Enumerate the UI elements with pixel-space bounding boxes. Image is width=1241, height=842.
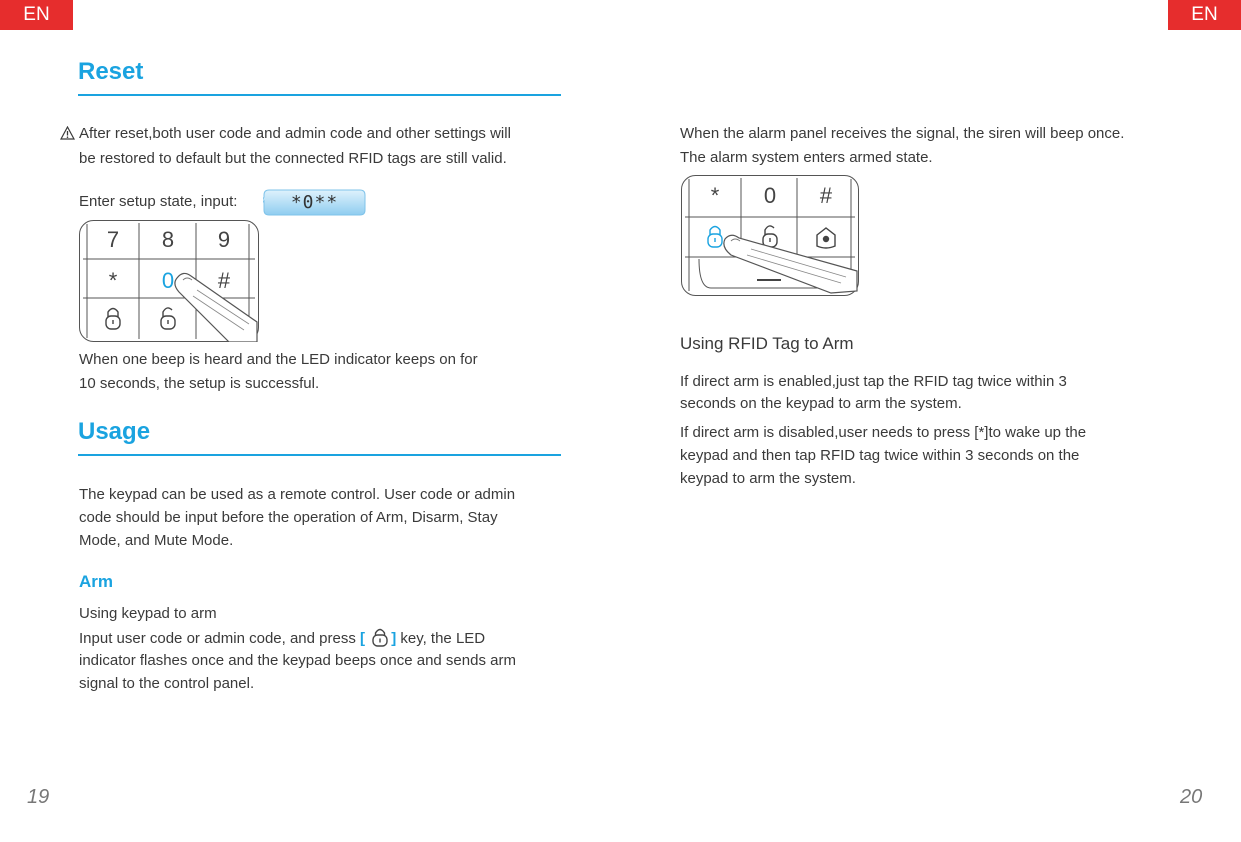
- key-0-2: 0: [763, 183, 777, 208]
- arm-instruction-line3: signal to the control panel.: [79, 675, 255, 692]
- direct-off-line3: keypad to arm the system.: [680, 470, 856, 487]
- reset-rule: [78, 94, 561, 96]
- keypad-illustration-setup: [79, 220, 259, 342]
- signal-line2: The alarm system enters armed state.: [680, 149, 933, 166]
- language-tag-left: EN: [0, 0, 73, 30]
- key-star: *: [108, 268, 118, 293]
- warning-icon: [60, 126, 75, 140]
- page-number-right: 20: [1180, 786, 1203, 808]
- key-8: 8: [161, 227, 175, 252]
- usage-intro-line3: Mode, and Mute Mode.: [79, 532, 234, 549]
- reset-title: Reset: [78, 58, 144, 85]
- key-7: 7: [106, 227, 120, 252]
- usage-rule: [78, 454, 561, 456]
- arm-title: Arm: [79, 572, 114, 591]
- key-9: 9: [217, 227, 231, 252]
- page-number-left: 19: [27, 786, 50, 808]
- direct-off-line1: If direct arm is disabled,user needs to press [*]to wake up the: [680, 424, 1087, 441]
- arm-instruction-pre: Input user code or admin code, and press: [79, 630, 361, 647]
- setup-code: *0**: [290, 192, 339, 213]
- arm-instruction-line2: indicator flashes once and the keypad beeps once and sends arm: [79, 652, 516, 669]
- keypad-illustration-arm: [681, 175, 859, 296]
- reset-warning-line2: be restored to default but the connected RFID tags are still valid.: [79, 150, 507, 167]
- rfid-heading: Using RFID Tag to Arm: [680, 334, 854, 353]
- arm-lock-inline-icon: [369, 627, 391, 647]
- setup-success-line1: When one beep is heard and the LED indicator keeps on for: [79, 351, 478, 368]
- arm-keypad-heading: Using keypad to arm: [79, 605, 217, 622]
- key-hash-2: #: [819, 183, 833, 208]
- setup-label: Enter setup state, input:: [79, 193, 238, 210]
- setup-success-line2: 10 seconds, the setup is successful.: [79, 375, 320, 392]
- usage-intro-line1: The keypad can be used as a remote control. User code or admin: [79, 486, 516, 503]
- key-hash: #: [217, 268, 231, 293]
- usage-intro-line2: code should be input before the operation of Arm, Disarm, Stay: [79, 509, 498, 526]
- key-0-highlighted: 0: [161, 268, 175, 293]
- direct-on-line1: If direct arm is enabled,just tap the RFID tag twice within 3: [680, 373, 1067, 390]
- bracket-open: [: [360, 630, 366, 647]
- arm-instruction-post: key, the LED: [396, 630, 486, 647]
- usage-title: Usage: [78, 418, 151, 445]
- key-star-2: *: [710, 183, 720, 208]
- reset-warning-line1: After reset,both user code and admin code and other settings will: [79, 125, 511, 142]
- direct-on-line2: seconds on the keypad to arm the system.: [680, 395, 962, 412]
- direct-off-line2: keypad and then tap RFID tag twice within 3 seconds on the: [680, 447, 1080, 464]
- bracket-close: ]: [391, 630, 397, 647]
- language-tag-right: EN: [1168, 0, 1241, 30]
- signal-line1: When the alarm panel receives the signal, the siren will beep once.: [680, 125, 1125, 142]
